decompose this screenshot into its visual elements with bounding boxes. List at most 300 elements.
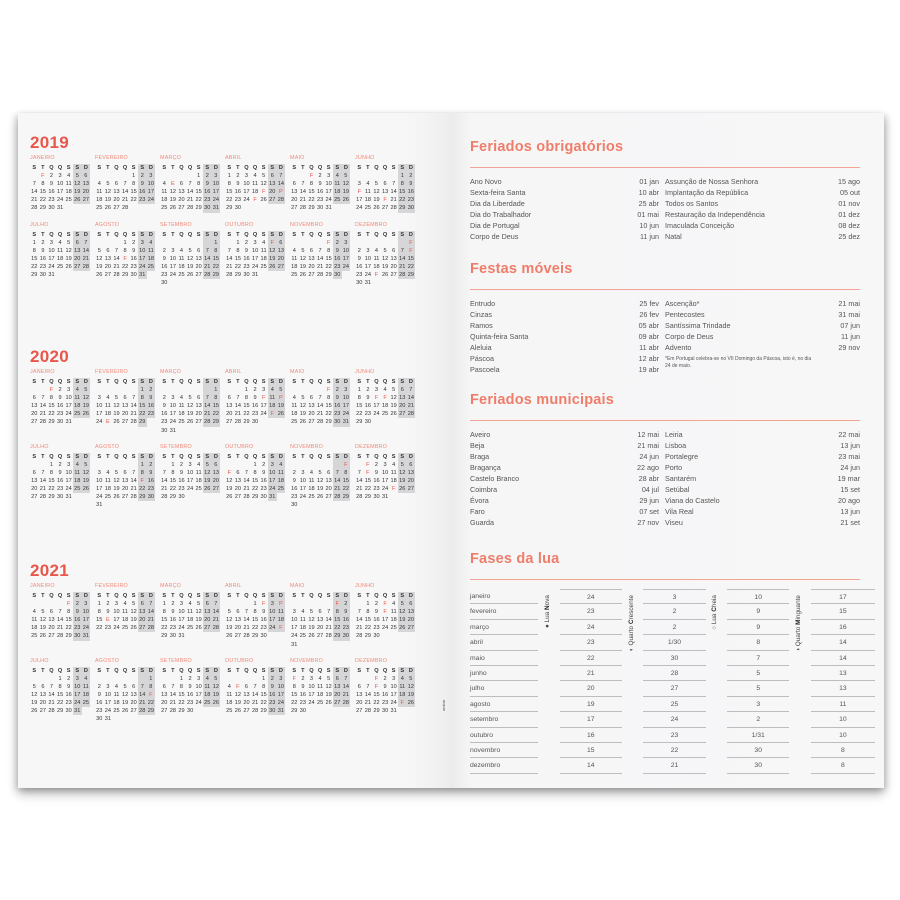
calendar-day: 21	[130, 411, 137, 418]
calendar-day: 16	[243, 255, 250, 262]
calendar-day: 17	[96, 411, 103, 418]
calendar-day: 10	[308, 683, 315, 690]
calendar-day: 31	[74, 708, 81, 715]
calendar-day: 21	[121, 197, 129, 204]
holiday-name: Natal	[665, 232, 682, 241]
empty-day	[355, 239, 364, 247]
holiday-name: Santarém	[665, 474, 697, 483]
calendar-day: 19	[96, 263, 103, 270]
weekday-header: Q	[252, 453, 258, 460]
calendar-day: 13	[195, 403, 202, 410]
holiday-row	[470, 320, 665, 331]
calendar-day: 24	[96, 494, 103, 501]
phase-day: 3	[643, 589, 705, 604]
calendar-day: 10	[48, 247, 55, 254]
calendar-day: 1	[132, 173, 136, 180]
calendar-day: 15	[399, 189, 406, 196]
weekday-header: Q	[57, 231, 63, 238]
calendar-day: 9	[162, 255, 166, 262]
calendar-day: 20	[113, 197, 120, 204]
weekday-header: S	[333, 667, 342, 675]
empty-day	[364, 172, 373, 180]
holiday-name: Vila Real	[665, 507, 694, 516]
empty-day	[112, 675, 121, 683]
calendar-day: 1	[253, 461, 257, 468]
calendar-day: 7	[82, 239, 91, 247]
calendar-day: 25	[74, 411, 81, 418]
calendar-day: 2	[374, 601, 379, 608]
holiday-row	[665, 342, 860, 353]
calendar-day: 27	[178, 205, 185, 212]
month-calendar	[290, 444, 355, 510]
calendar-day: 4	[309, 469, 314, 476]
empty-day	[307, 461, 316, 469]
phase-day: 23	[560, 635, 622, 650]
calendar-day: 23	[356, 272, 363, 279]
calendar-day: 16	[48, 189, 55, 196]
calendar-day: 2	[262, 461, 266, 468]
calendar-day: 12	[260, 181, 267, 188]
month-calendar	[30, 583, 95, 649]
calendar-day: 13	[31, 477, 38, 484]
calendar-day: 6	[398, 386, 407, 394]
calendar-day: 18	[226, 700, 233, 707]
calendar-day: 13	[325, 477, 332, 484]
holiday-list	[470, 176, 860, 242]
calendar-day: 20	[31, 486, 38, 493]
calendar-day: 14	[139, 691, 146, 698]
calendar-day: 15	[226, 189, 233, 196]
calendar-day: 3	[106, 683, 110, 690]
weekday-header: S	[261, 231, 266, 238]
calendar-day: 5	[327, 675, 331, 682]
calendar-day: 2	[374, 461, 379, 468]
calendar-day: 20	[399, 403, 406, 410]
calendar-day: 14	[316, 255, 324, 262]
calendar-day: 17	[373, 403, 380, 410]
weekday-header: S	[73, 164, 82, 172]
calendar-day: 25	[308, 494, 315, 501]
holiday-name: Évora	[470, 496, 489, 505]
calendar-day: 14	[169, 691, 176, 698]
calendar-day: 13	[291, 189, 298, 196]
empty-day	[186, 239, 195, 247]
calendar-day: 7	[333, 469, 342, 477]
calendar-day: 14	[399, 255, 406, 262]
weekday-header: S	[138, 667, 147, 675]
weekday-header: T	[366, 165, 370, 171]
calendar-day: 4	[73, 386, 82, 394]
calendar-day: 18	[308, 486, 315, 493]
calendar-day: 19	[169, 197, 176, 204]
calendar-day: 4	[106, 395, 110, 402]
calendar-day: 23	[204, 197, 211, 204]
month-calendar	[95, 583, 160, 649]
calendar-day: 17	[381, 477, 389, 484]
month-day-grid	[30, 164, 95, 213]
calendar-day: 25	[364, 205, 371, 212]
calendar-day: 27	[226, 419, 233, 426]
calendar-day: 27	[104, 272, 111, 279]
calendar-day: 30	[130, 272, 137, 279]
month-name: DEZEMBRO	[355, 443, 388, 450]
weekday-header: Q	[309, 379, 314, 385]
calendar-day: 23	[56, 411, 64, 418]
phase-day: 3	[727, 697, 789, 712]
calendar-day: 25	[65, 197, 72, 204]
calendar-day: 22	[161, 625, 168, 632]
calendar-day: 10	[178, 609, 185, 616]
weekday-header: T	[366, 593, 370, 599]
empty-day	[129, 461, 138, 469]
calendar-day: 4	[203, 675, 212, 683]
calendar-day: 25	[226, 708, 233, 715]
calendar-day: 25	[204, 700, 211, 707]
month-name: JANEIRO	[30, 155, 55, 161]
holiday-row	[665, 198, 860, 209]
calendar-day: 4	[147, 239, 156, 247]
calendar-day: 16	[139, 189, 146, 196]
calendar-day: 21	[169, 700, 176, 707]
weekday-header: Q	[122, 231, 128, 238]
month-calendar	[225, 658, 290, 724]
calendar-day: 12	[204, 469, 211, 476]
calendar-day: 3	[212, 172, 221, 180]
calendar-day: 9	[147, 469, 156, 477]
calendar-day: 16	[56, 477, 64, 484]
month-day-grid	[225, 592, 290, 641]
calendar-day: 12	[65, 247, 72, 254]
calendar-day: 18	[316, 691, 324, 698]
calendar-day: 30	[48, 205, 55, 212]
weekday-header: S	[398, 592, 407, 600]
calendar-day: 11	[195, 469, 202, 476]
calendar-day: 19	[31, 700, 38, 707]
weekday-header: T	[236, 165, 240, 171]
holiday-name: Viseu	[665, 518, 683, 527]
phase-header	[538, 589, 559, 774]
weekday-header: S	[32, 667, 37, 674]
calendar-day: 19	[342, 189, 349, 196]
calendar-day: 27	[234, 633, 241, 640]
weekday-header: Q	[122, 453, 128, 460]
calendar-day: 11	[291, 403, 298, 410]
calendar-day: 8	[227, 181, 231, 188]
calendar-day: 19	[277, 403, 284, 410]
calendar-day: 18	[104, 486, 111, 493]
calendar-day: 18	[373, 263, 380, 270]
calendar-day: 14	[334, 477, 341, 484]
month-name: MARÇO	[160, 369, 182, 375]
calendar-day: 24	[169, 272, 176, 279]
weekday-header: Q	[244, 453, 249, 460]
calendar-day: 22	[251, 486, 259, 493]
phase-day: 11	[811, 697, 875, 712]
calendar-day: 2	[73, 600, 82, 608]
calendar-day: 28	[204, 272, 211, 279]
calendar-day: 17	[356, 197, 363, 204]
calendar-day: 15	[260, 691, 267, 698]
calendar-day: 13	[407, 609, 414, 616]
calendar-day: 15	[325, 403, 332, 410]
calendar-day: 8	[212, 394, 221, 402]
calendar-day: 30	[234, 205, 241, 212]
calendar-day: 21	[113, 263, 120, 270]
holiday-date: 05 out	[840, 188, 860, 197]
month-name: SETEMBRO	[160, 443, 192, 450]
calendar-day: 19	[325, 691, 332, 698]
holiday-date: 13 jun	[840, 441, 860, 450]
calendar-day: 28	[364, 708, 371, 715]
calendar-day: 12	[226, 477, 233, 484]
calendar-day: 6	[292, 181, 296, 188]
calendar-day: 17	[147, 189, 154, 196]
calendar-day: 22	[243, 411, 250, 418]
calendar-day: 20	[195, 263, 202, 270]
calendar-day: 26	[277, 411, 284, 418]
calendar-day: 20	[334, 691, 341, 698]
holiday-name: Guarda	[470, 518, 494, 527]
month-day-grid	[30, 667, 95, 716]
calendar-day: 24	[325, 197, 332, 204]
calendar-day: 9	[244, 247, 249, 254]
calendar-day: 2	[318, 173, 322, 180]
calendar-day: 25	[195, 486, 202, 493]
empty-day	[56, 600, 65, 608]
calendar-day: 23	[364, 411, 371, 418]
calendar-day: 28	[399, 272, 406, 279]
calendar-day: 27	[113, 205, 120, 212]
weekday-header: S	[73, 592, 82, 600]
calendar-day: 3	[342, 239, 351, 247]
holiday-row	[665, 440, 860, 451]
calendar-day: 29	[139, 419, 146, 426]
weekday-header: D	[212, 667, 221, 675]
calendar-day: 10	[277, 683, 284, 690]
calendar-day: 27	[212, 486, 219, 493]
calendar-day: 2	[58, 387, 62, 394]
calendar-day: 3	[374, 387, 379, 394]
calendar-day: 22	[48, 486, 55, 493]
weekday-header: D	[407, 592, 416, 600]
phase-day: 23	[560, 604, 622, 619]
empty-day	[194, 386, 203, 394]
calendar-day: 14	[56, 617, 64, 624]
calendar-day: 21	[356, 625, 363, 632]
calendar-day: 13	[407, 469, 414, 476]
weekday-header: T	[171, 165, 175, 171]
calendar-day: 24	[291, 633, 298, 640]
calendar-day: 28	[48, 708, 55, 715]
holiday-day: F	[357, 189, 361, 196]
phase-day: 10	[811, 712, 875, 727]
month-name: NOVEMBRO	[290, 221, 324, 228]
empty-day	[121, 675, 130, 683]
calendar-day: 2	[357, 247, 361, 254]
calendar-day: 9	[132, 247, 136, 254]
month-day-grid	[225, 164, 290, 213]
calendar-day: 7	[253, 683, 257, 690]
calendar-day: 15	[56, 691, 64, 698]
section-feriados-municipais	[470, 392, 860, 528]
month-day-grid	[290, 378, 355, 427]
weekday-header: T	[301, 231, 305, 238]
calendar-day: 23	[56, 486, 64, 493]
calendar-day: 18	[381, 403, 389, 410]
calendar-day: 8	[327, 395, 331, 402]
phase-day: 10	[811, 728, 875, 743]
calendar-day: 5	[407, 675, 416, 683]
empty-day	[169, 675, 178, 683]
calendar-day: 2	[147, 386, 156, 394]
calendar-day: 27	[325, 494, 332, 501]
calendar-day: 9	[97, 691, 101, 698]
calendar-day: 12	[269, 247, 276, 254]
calendar-day: 25	[121, 625, 129, 632]
calendar-day: 24	[299, 494, 306, 501]
weekday-header: S	[333, 378, 342, 386]
month-name: MAIO	[290, 369, 305, 375]
calendar-day: 30	[373, 633, 380, 640]
calendar-day: 20	[234, 486, 241, 493]
calendar-day: 3	[197, 675, 201, 682]
section-divider	[470, 579, 860, 580]
calendar-day: 6	[392, 247, 396, 254]
empty-day	[177, 172, 186, 180]
calendar-day: 3	[292, 609, 296, 616]
calendar-day: 29	[31, 272, 38, 279]
calendar-day: 26	[82, 411, 89, 418]
weekday-header: Q	[179, 453, 184, 460]
month-day-grid	[30, 378, 95, 427]
holiday-row	[665, 495, 860, 506]
holiday-row	[665, 429, 860, 440]
calendar-day: 28	[277, 197, 284, 204]
holiday-row	[470, 451, 665, 462]
empty-day	[39, 386, 48, 394]
calendar-day: 4	[73, 461, 82, 469]
calendar-day: 10	[169, 255, 176, 262]
holiday-row	[470, 331, 665, 342]
calendar-day: 23	[260, 486, 267, 493]
empty-day	[355, 461, 364, 469]
calendar-day: 1	[58, 675, 62, 682]
calendar-day: 16	[56, 403, 64, 410]
month-label: julho	[470, 681, 538, 696]
phase-day: 15	[560, 743, 622, 758]
phase-day: 14	[811, 635, 875, 650]
calendar-day: 3	[97, 395, 101, 402]
weekday-header: T	[236, 453, 240, 460]
phase-day: 17	[811, 589, 875, 604]
calendar-day: 18	[195, 477, 202, 484]
weekday-header: T	[106, 453, 110, 460]
calendar-day: 23	[147, 411, 154, 418]
weekday-header: Q	[114, 231, 119, 238]
weekday-header: S	[196, 667, 201, 674]
calendar-day: 1	[32, 239, 36, 246]
weekday-header: S	[333, 453, 342, 461]
calendar-day: 6	[309, 247, 314, 254]
weekday-header: S	[203, 378, 212, 386]
phase-label: ○ Lua Cheia	[711, 595, 719, 630]
holiday-name: Santíssima Trindade	[665, 321, 731, 330]
calendar-day: 2	[171, 601, 175, 608]
calendar-day: 24	[104, 708, 111, 715]
calendar-day: 17	[74, 691, 81, 698]
empty-day	[169, 386, 178, 394]
calendar-day: 6	[357, 683, 361, 690]
empty-day	[316, 600, 325, 608]
calendar-day: 22	[212, 263, 219, 270]
calendar-day: 20	[308, 263, 315, 270]
calendar-day: 5	[301, 247, 305, 254]
calendar-day: 8	[342, 469, 351, 477]
month-label: março	[470, 620, 538, 635]
holiday-name: Todos os Santos	[665, 199, 719, 208]
calendar-day: 28	[234, 419, 241, 426]
calendar-day: 14	[186, 189, 194, 196]
calendar-day: 4	[179, 247, 184, 254]
calendar-day: 3	[147, 172, 156, 180]
weekday-header: S	[162, 231, 167, 238]
calendar-day: 12	[299, 255, 306, 262]
calendar-day: 22	[139, 411, 146, 418]
calendar-day: 20	[178, 197, 185, 204]
weekday-header: S	[131, 593, 136, 599]
calendar-day: 10	[169, 403, 176, 410]
calendar-day: 8	[357, 395, 361, 402]
phase-day: 5	[727, 666, 789, 681]
holiday-column-right	[665, 429, 860, 528]
empty-day	[307, 239, 316, 247]
calendar-day: 28	[342, 700, 349, 707]
holiday-day: F	[407, 247, 416, 255]
holiday-day: F	[261, 189, 266, 196]
weekday-header: S	[268, 164, 277, 172]
calendar-day: 10	[195, 683, 202, 690]
weekday-header: Q	[317, 231, 323, 238]
weekday-header: D	[147, 667, 156, 675]
calendar-day: 17	[342, 255, 349, 262]
calendar-day: 17	[48, 255, 55, 262]
calendar-day: 23	[74, 625, 81, 632]
month-day-grid	[355, 164, 420, 213]
calendar-day: 22	[399, 197, 406, 204]
calendar-day: 21	[31, 197, 38, 204]
weekday-header: S	[138, 592, 147, 600]
calendar-day: 7	[212, 600, 221, 608]
phase-day: 5	[727, 681, 789, 696]
holiday-name: Braga	[470, 452, 490, 461]
weekday-header: Q	[382, 667, 388, 674]
calendar-day: 8	[67, 609, 71, 616]
month-label: abril	[470, 635, 538, 650]
weekday-header: D	[212, 231, 221, 239]
calendar-day: 14	[243, 477, 250, 484]
calendar-day: 26	[260, 197, 267, 204]
calendar-day: 12	[82, 395, 89, 402]
calendar-day: 17	[269, 617, 276, 624]
calendar-day: 24	[356, 205, 363, 212]
calendar-day: 15	[169, 477, 176, 484]
calendar-day: 27	[356, 708, 363, 715]
empty-day	[30, 675, 39, 683]
holiday-day: F	[261, 395, 266, 402]
calendar-day: 14	[316, 403, 324, 410]
phase-initial: C	[627, 619, 635, 625]
calendar-day: 22	[342, 486, 349, 493]
